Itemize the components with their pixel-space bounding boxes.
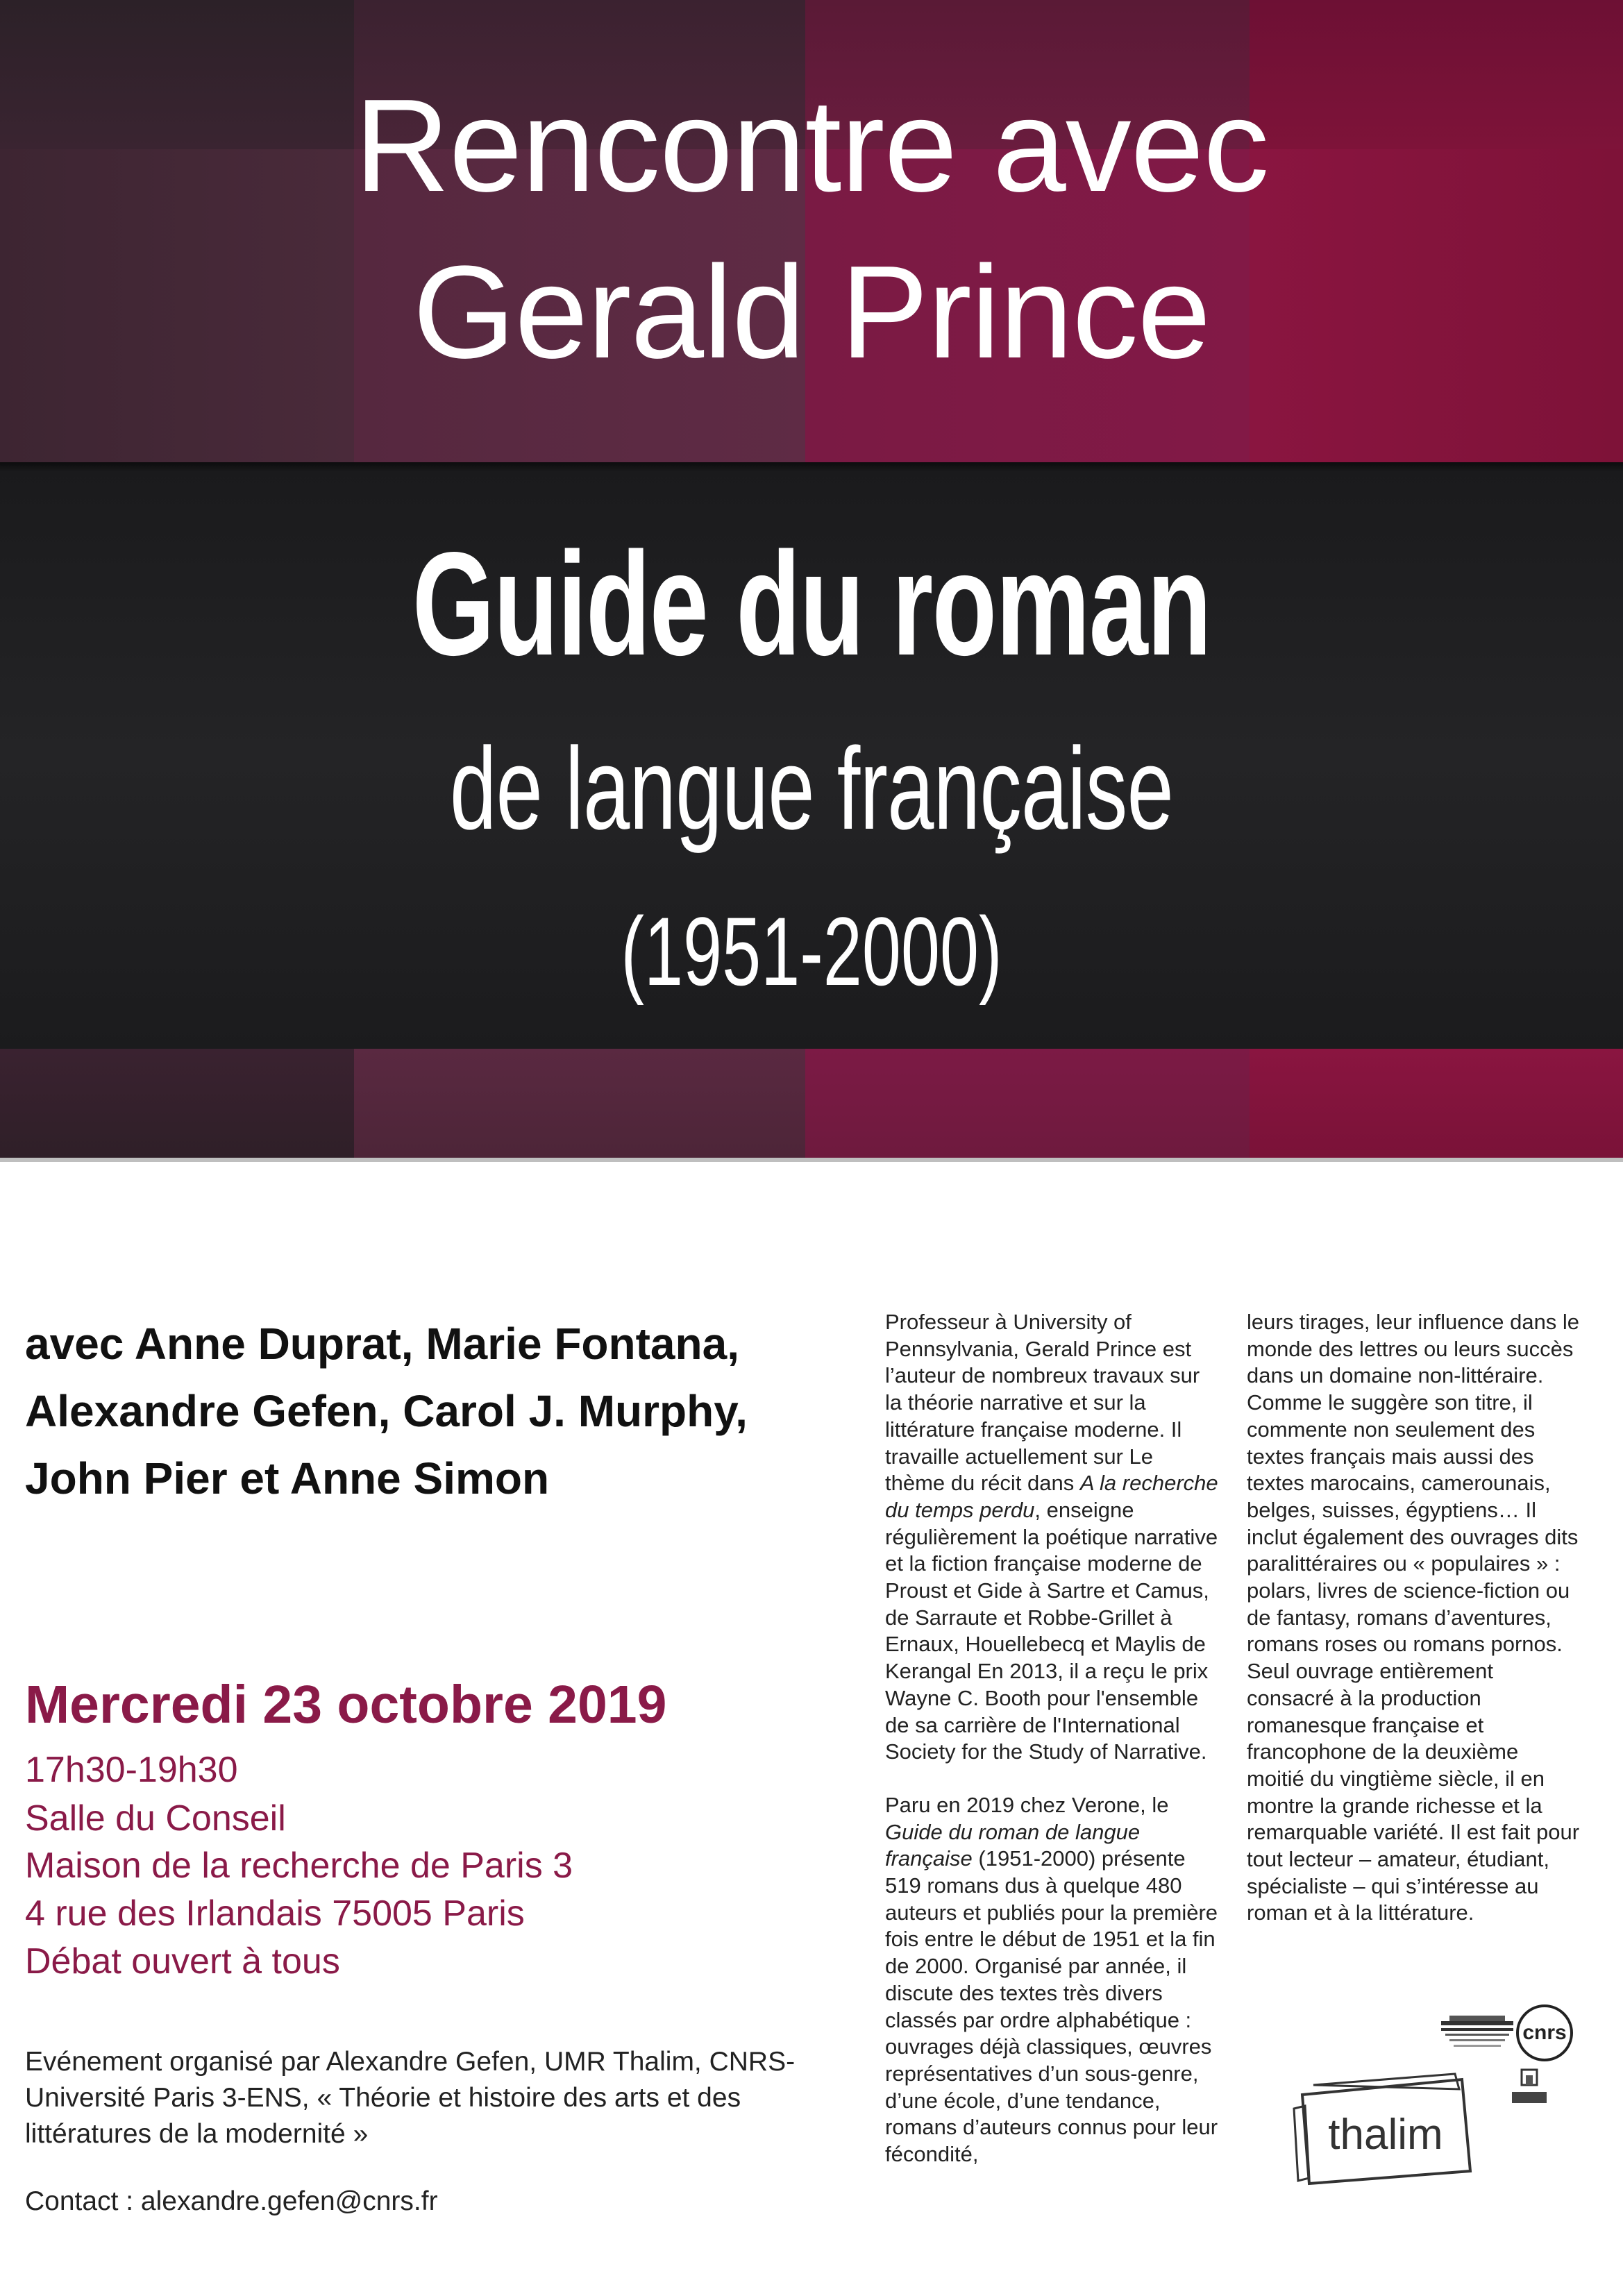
bio-text: Professeur à University of Pennsylvania, Gerald Prince est l’auteur de nombreux travaux sur la théorie narrative et sur la littérature française moderne. Il travaille actuellement sur Le thème du récit dans bbox=[885, 1310, 1200, 1496]
thalim-wordmark: thalim bbox=[1328, 2111, 1443, 2159]
bio-text: , enseigne régulièrement la poétique narrative et la fiction française moderne de Proust et Gide à Sartre et Camus, de Sarraute et Robbe-Grillet à Ernaux, Houellebecq et Maylis de Kerangal En 2013, il a reçu le prix Wayne C. Booth pour l'ensemble de sa carrière de l'International Society for the Study of Narrative. bbox=[885, 1497, 1218, 1764]
bio-text: Paru en 2019 chez Verone, le bbox=[885, 1792, 1169, 1817]
bio-paragraph-1 bbox=[885, 1309, 1218, 1766]
book-subtitle: de langue française bbox=[449, 723, 1174, 854]
event-date: Mercredi 23 octobre 2019 bbox=[25, 1675, 667, 1734]
bio-italic-title: Guide du roman de langue française bbox=[885, 1819, 1141, 1871]
bio-column-2 bbox=[1247, 1309, 1580, 1927]
poster-title-line1: Rencontre avec bbox=[354, 72, 1269, 219]
book-title: Guide du roman bbox=[412, 521, 1211, 686]
banner-tile bbox=[0, 1049, 354, 1158]
banner-tile bbox=[1250, 1049, 1623, 1158]
banner-tile bbox=[805, 1049, 1250, 1158]
cnrs-logo: cnrs bbox=[1516, 2004, 1573, 2061]
organizer-note: Evénement organisé par Alexandre Gefen, UMR Thalim, CNRS-Université Paris 3-ENS, « Théorie et histoire des arts et des littératures de la modernité » bbox=[25, 2047, 796, 2149]
event-time: 17h30-19h30 bbox=[25, 1750, 238, 1790]
participants: avec Anne Duprat, Marie Fontana, Alexandre Gefen, Carol J. Murphy, John Pier et Anne Simon bbox=[25, 1319, 748, 1503]
ens-logo bbox=[1501, 2067, 1556, 2109]
poster-title-line2: Gerald Prince bbox=[412, 239, 1211, 386]
sorbonne-nouvelle-logo bbox=[1436, 2011, 1519, 2053]
thalim-logo bbox=[1288, 2067, 1483, 2192]
bio-paragraph-3: leurs tirages, leur influence dans le monde des lettres ou leurs succès dans un domaine non-littéraire. Comme le suggère son titre, il commente non seulement des textes français mais aussi des textes marocains, camerounais, belges, suisses, égyptiens… Il inclut également des ouvrages dits paralittéraires ou « populaires » : polars, livres de science-fiction ou de fantasy, romans d’aventures, romans roses ou romans pornos. Seul ouvrage entièrement consacré à la production romanesque française et francophone de la deuxième moitié du vingtième siècle, il en montre la grande richesse et la remarquable variété. Il est fait pour tout lecteur – amateur, étudiant, spécialiste – qui s’intéresse au roman et à la littérature. bbox=[1247, 1310, 1580, 1925]
banner-divider bbox=[0, 1158, 1623, 1162]
book-years: (1951-2000) bbox=[621, 897, 1002, 1006]
bio-italic-title: A la recherche du temps perdu bbox=[885, 1471, 1218, 1522]
contact-line: Contact : alexandre.gefen@cnrs.fr bbox=[25, 2186, 438, 2216]
event-venue: Maison de la recherche de Paris 3 bbox=[25, 1846, 573, 1886]
event-room: Salle du Conseil bbox=[25, 1798, 286, 1839]
bio-text: (1951-2000) présente 519 romans dus à quelque 480 auteurs et publiés pour la première fois entre le début de 1951 et la fin de 2000. Organisé par année, il discute des textes très divers classés par ordre alphabétique : ouvrages déjà classiques, œuvres représentatives d’un sous-genre, d’une école, d’une tendance, romans d’auteurs connus pour leur fécondité, bbox=[885, 1846, 1218, 2167]
bio-paragraph-2 bbox=[885, 1792, 1218, 2168]
banner-tile bbox=[354, 1049, 805, 1158]
event-address: 4 rue des Irlandais 75005 Paris bbox=[25, 1893, 525, 1934]
event-open-note: Débat ouvert à tous bbox=[25, 1941, 340, 1982]
bio-column-1 bbox=[885, 1309, 1218, 2168]
